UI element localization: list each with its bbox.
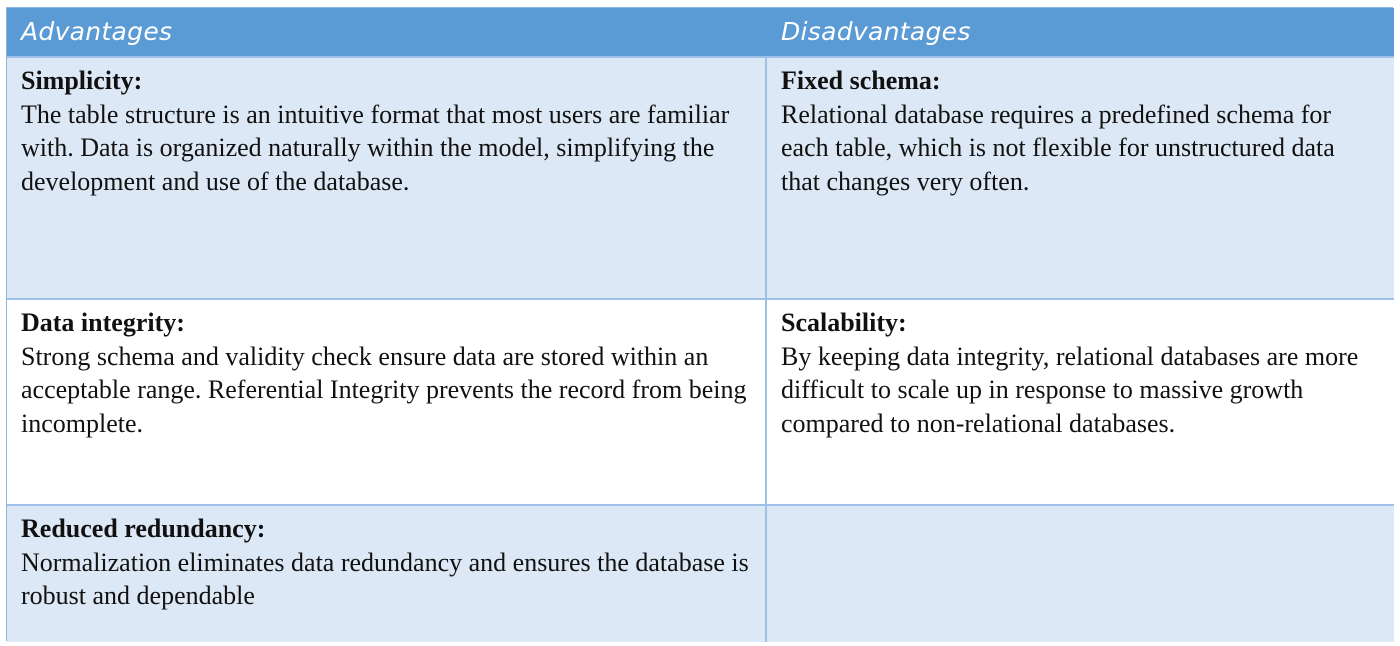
disadvantage-body: Relational database requires a predefined schema for each table, which is not flexible for unstructured data that changes very often. [781,99,1335,196]
header-advantages: Advantages [7,8,767,56]
disadvantage-cell-fixed-schema [767,56,1394,298]
advantage-body: The table structure is an intuitive format that most users are familiar with. Data is organized naturally within the model, simplifying the development and use of the database. [21,99,730,196]
disadvantage-title: Scalability: [781,308,907,337]
advantage-title: Simplicity: [21,66,143,95]
disadvantage-cell-empty [767,504,1394,642]
advantage-title: Reduced redundancy: [21,514,266,543]
comparison-table [6,7,1393,641]
advantage-title: Data integrity: [21,308,185,337]
disadvantage-body: By keeping data integrity, relational databases are more difficult to scale up in response to massive growth compared to non-relational databases. [781,341,1359,438]
advantage-cell-simplicity [7,56,767,298]
disadvantage-title: Fixed schema: [781,66,941,95]
disadvantage-cell-scalability [767,298,1394,504]
advantage-body: Normalization eliminates data redundancy and ensures the database is robust and dependable [21,547,749,610]
advantage-body: Strong schema and validity check ensure data are stored within an acceptable range. Referential Integrity prevents the record from being incomplete. [21,341,747,438]
advantage-cell-data-integrity [7,298,767,504]
header-disadvantages: Disadvantages [767,8,1394,56]
advantage-cell-reduced-redundancy [7,504,767,642]
